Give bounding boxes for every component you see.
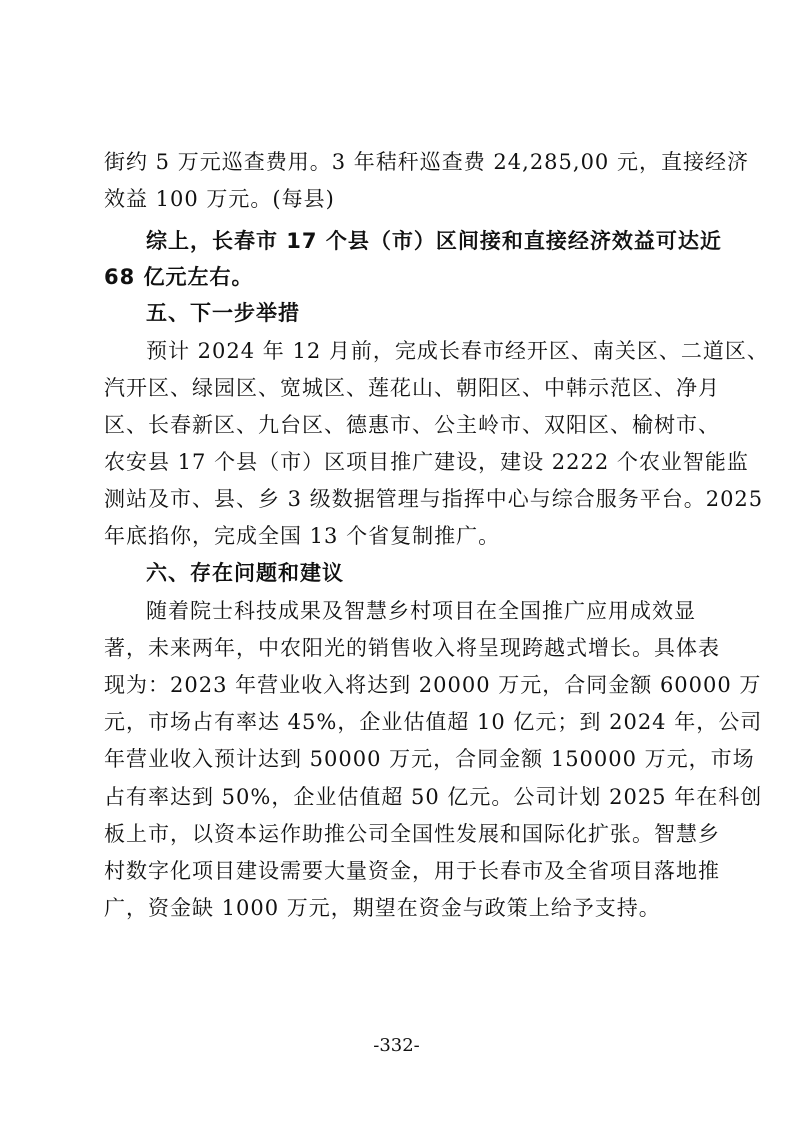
page-number: -332- bbox=[373, 1035, 420, 1056]
paragraph-line: 村数字化项目建设需要大量资金，用于长春市及全省项目落地推 bbox=[104, 859, 720, 883]
section-heading-issues: 六、存在问题和建议 bbox=[146, 561, 344, 585]
paragraph-line: 著，未来两年，中农阳光的销售收入将呈现跨越式增长。具体表 bbox=[104, 636, 720, 660]
paragraph-line: 年底掐你，完成全国 13 个省复制推广。 bbox=[104, 524, 501, 548]
section-heading-next-steps: 五、下一步举措 bbox=[146, 301, 300, 325]
paragraph-line: 效益 100 万元。(每县) bbox=[104, 187, 335, 211]
paragraph-line: 随着院士科技成果及智慧乡村项目在全国推广应用成效显 bbox=[146, 599, 696, 623]
paragraph-line: 占有率达到 50%，企业估值超 50 亿元。公司计划 2025 年在科创 bbox=[104, 785, 763, 809]
paragraph-line: 元，市场占有率达 45%，企业估值超 10 亿元；到 2024 年，公司 bbox=[104, 710, 763, 734]
paragraph-line: 广，资金缺 1000 万元，期望在资金与政策上给予支持。 bbox=[104, 896, 661, 920]
paragraph-line: 测站及市、县、乡 3 级数据管理与指挥中心与综合服务平台。2025 bbox=[104, 487, 764, 511]
paragraph-line: 区、长春新区、九台区、德惠市、公主岭市、双阳区、榆树市、 bbox=[104, 413, 720, 437]
paragraph-line: 农安县 17 个县（市）区项目推广建设，建设 2222 个农业智能监 bbox=[104, 450, 749, 474]
paragraph-line: 板上市，以资本运作助推公司全国性发展和国际化扩张。智慧乡 bbox=[104, 822, 720, 846]
paragraph-line: 现为：2023 年营业收入将达到 20000 万元，合同金额 60000 万 bbox=[104, 673, 762, 697]
paragraph-line: 街约 5 万元巡查费用。3 年秸秆巡查费 24,285,00 元，直接经济 bbox=[104, 150, 749, 174]
paragraph-line: 年营业收入预计达到 50000 万元，合同金额 150000 万元，市场 bbox=[104, 747, 755, 771]
summary-line: 综上，长春市 17 个县（市）区间接和直接经济效益可达近 bbox=[146, 229, 722, 253]
summary-line: 68 亿元左右。 bbox=[104, 265, 254, 289]
paragraph-line: 汽开区、绿园区、宽城区、莲花山、朝阳区、中韩示范区、净月 bbox=[104, 376, 720, 400]
paragraph-line: 预计 2024 年 12 月前，完成长春市经开区、南关区、二道区、 bbox=[146, 339, 769, 363]
